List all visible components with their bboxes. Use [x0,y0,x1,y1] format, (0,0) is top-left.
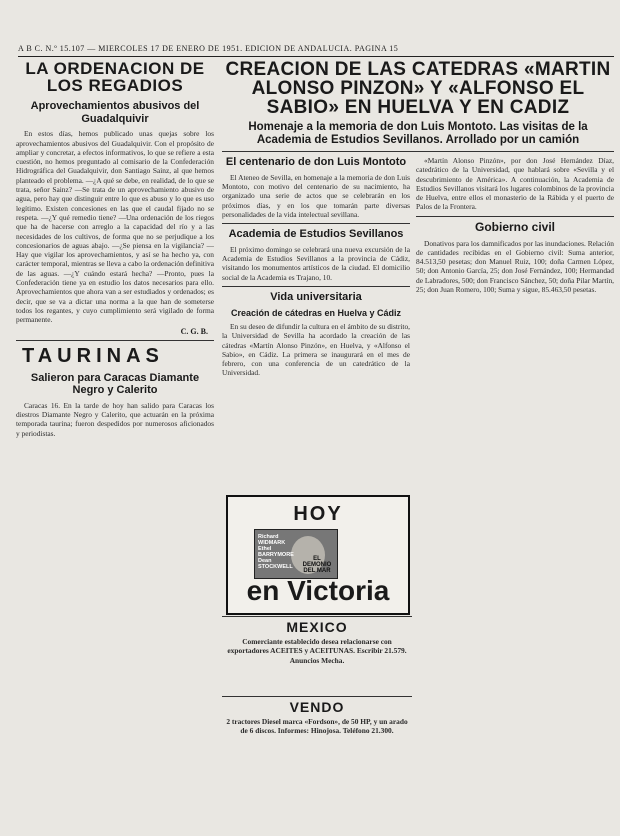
classified-vendo [222,696,412,736]
page-masthead: A B C. N.º 15.107 — MIERCOLES 17 DE ENERO DE 1951. EDICION DE ANDALUCIA. PAGINA 15 [18,44,614,57]
classified-vendo-body: 2 tractores Diesel marca «Fordson», de 50 HP, y un arado de 6 discos. Informes: Hinojosa. Teléfono 21.300. [226,717,408,736]
universitaria-section-title: Vida universitaria [270,290,362,303]
gobierno-civil-title: Gobierno civil [474,219,555,234]
classified-mexico-body: Comerciante establecido desea relacionarse con exportadores ACEITES y ACEITUNAS. Escribir 21.579. Anuncios Mecha. [227,637,407,665]
divider [222,286,410,287]
regadios-subhead: Aprovechamientos abusivos del Guadalquivir [30,100,200,125]
montoto-section-title: El centenario de don Luis Montoto [225,156,407,168]
regadios-article-body: En estos días, hemos publicado unas quejas sobre los aprovechamientos abusivos del Guadalquivir. Con el propósito de ampliar y concretar, a efectos informativos, lo que se refiere a esta cuestión, no hemos preguntado al comisario de la Confederación Hidrográfica del Guadalquivir, don Santiago Sainz, al que hemos planteado el problema. —¿A qué se debe, en realidad, de lo que se trata, señor Sainz? —Se trata de un aprovechamiento abusivo de agua, pero hay que distinguir entre lo que es abuso y lo que es uso legítimo. Existen concesiones en las que el caudal fijado no se respeta. —¿Y qué remedio tiene? —Una ordenación de los riegos que ha de hacerse con arreglo a la capacidad del río y a las necesidades de los cultivos, de forma que no se perjudique a los concesionarios de aguas abajo. —¿Se piensa en la vigilancia? —Hay que vigilar los aprovechamientos, y así se ha hecho ya, con carácter temporal, mientras se lleva a cabo la ordenación definitiva de las aguas. —¿Y cuándo estará hecha? —Pronto, pues la Confederación tiene ya en estudio los datos necesarios para ello. Aprovechamientos que ahora van a ser estudiados y ordenados; es decir, que se va a dictar una norma a la que han de someterse todos los regantes, y cuyo cumplimiento será vigilado de forma permanente. [16,129,214,325]
academia-continuation: «Martín Alonso Pinzón», por don José Hernández Díaz, catedrático de la Universidad, que hablará sobre «Sevilla y el descubrimiento de América». A continuación, la Academia de Estudios Sevillanos visitará los lugares colombinos de la provincia de Huelva, entre ellos el monasterio de la Rábida y el puerto de Palos de la Frontera. [416,156,614,212]
classified-mexico-title: MEXICO [286,619,348,635]
divider [416,216,614,217]
column-left [16,60,214,832]
classified-vendo-title: VENDO [289,699,345,715]
cinema-advertisement [226,495,410,615]
article-signature: C. G. B. [180,326,208,336]
academia-body: El próximo domingo se celebrará una nueva excursión de la Academia de Estudios Sevillanos a la provincia de Cádiz, visitando los monumentos artísticos de la ciudad. El domicilio social de la Academia es Trajano, 10. [222,244,410,282]
film-cast: Richard WIDMARK Ethel BARRYMORE Dean STOCKWELL [258,534,294,570]
main-headline: CREACION DE LAS CATEDRAS «MARTIN ALONSO PINZON» Y «ALFONSO EL SABIO» EN HUELVA Y EN CADIZ [225,59,611,118]
main-subhead: Homenaje a la memoria de don Luis Montoto. Las visitas de la Academia de Estudios Sevillanos. Arrollado por un camión [248,121,588,147]
column-middle [222,60,410,491]
gobierno-civil-body: Donativos para los damnificados por las inundaciones. Relación de cantidades recibidas en el Gobierno civil: Suma anterior, 84.513,50 pesetas; don Manuel Ruiz, 100; doña Carmen López, 50; don Antonio García, 25; don José Fernández, 100; Hermandad de Labradores, 500; don Francisco Sánchez, 50; doña Pilar Martín, 25; don Juan Romero, 100; Suma y sigue, 85.463,50 pesetas. [416,238,614,295]
regadios-headline: LA ORDENACION DE LOS REGADIOS [25,60,205,95]
catedras-body: En su deseo de difundir la cultura en el ámbito de su distrito, la Universidad de Sevilla ha acordado la creación de las cátedras «Martín Alonso Pinzón», en Huelva, y «Alfonso el Sabio», en Cádiz. La primera se inaugurará en el mes de febrero, con una conferencia de un catedrático de la Universidad. [222,321,410,378]
academia-section-title: Academia de Estudios Sevillanos [228,228,404,241]
classified-mexico [222,616,412,665]
taurinas-body: Caracas 16. En la tarde de hoy han salido para Caracas los diestros Diamante Negro y Calerito, que actuarán en la próxima temporada taurina; fueron despedidos por numerosos aficionados y periodistas. [16,400,214,438]
montoto-body: El Ateneo de Sevilla, en homenaje a la memoria de don Luis Montoto, con motivo del centenario de su nacimiento, ha organizado una serie de actos que se celebrarán en los próximos días, y en los que tomarán parte diversas personalidades de la vida intelectual sevillana. [222,172,410,219]
film-title: EL DEMONIO DEL MAR [302,556,332,574]
catedras-subhead: Creación de cátedras en Huelva y Cádiz [230,307,402,318]
divider [222,223,410,224]
taurinas-section-title: TAURINAS [22,344,164,367]
cinema-name: en Victoria [246,575,390,606]
ad-hoy-label: HOY [293,503,343,525]
column-right [416,60,614,832]
film-poster-image [254,529,338,579]
taurinas-subhead: Salieron para Caracas Diamante Negro y Calerito [30,371,200,397]
divider [16,340,214,341]
